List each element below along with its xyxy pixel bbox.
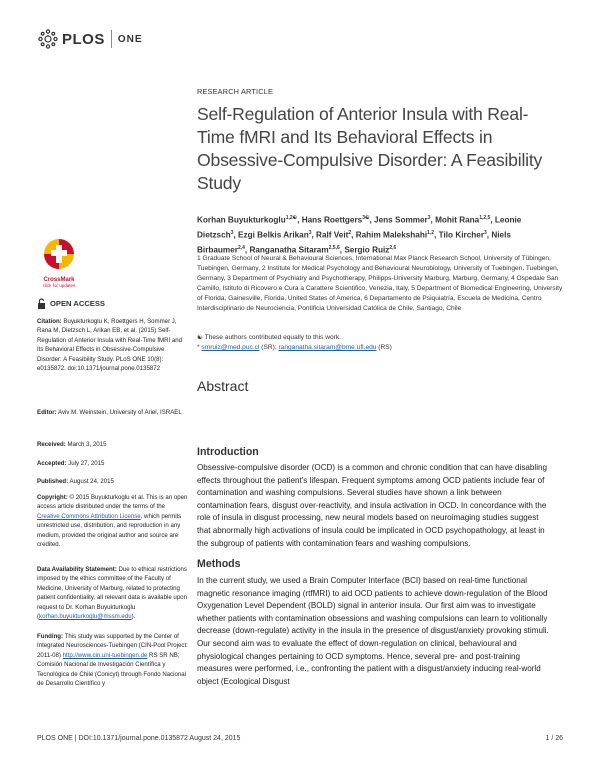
editor-text: Aviv M. Weinstein, University of Ariel, ISRAEL xyxy=(58,409,182,416)
data-availability-end: ). xyxy=(131,613,136,621)
author-name: Ranganatha Sitaram xyxy=(249,246,329,256)
citation-block xyxy=(37,317,189,373)
author-name: Jens Sommer xyxy=(374,215,428,225)
journal-name: ONE xyxy=(117,33,143,45)
funding-text: This study was supported by the Center of Integrated Neurosciences-Tuebingen (CIN-Pool Project: 2011-08) xyxy=(37,633,188,659)
plos-logo[interactable] xyxy=(37,26,143,52)
affiliations: 1 Graduate School of Neural & Behavioural Sciences, International Max Planck Research School, University of Tübingen, Tuebingen, Germany, 2 Institute for Medical Psychology and Behavioural Neurobiology, University of Tuebingen, Tuebingen, Germany, 3 Department of Psychiatry and Psychotherapy, Philipps-University Marburg, Marburg, Germany, 4 Ospedale San Camillo, Istituto di Ricovero e Cura a Carattere Scientifico, Venezia, Italy, 5 Department of Biomedical Engineering, University of Florida, Gainesville, Florida, United States of America, 6 Departamento de Psiquiatría, Escuela de Medicina, Centro Interdisciplinario de Neurociencia, Pontificia Universidad Católica de Chile, Santiago, Chile xyxy=(197,255,563,313)
author-notes xyxy=(197,333,557,353)
published-label: Published: xyxy=(37,478,69,485)
article-type: RESEARCH ARTICLE xyxy=(197,87,274,96)
author-name: Rahim Malekshahi xyxy=(355,230,428,240)
introduction-text: Obsessive-compulsive disorder (OCD) is a common and chronic condition that can have disabling effects throughout the patient's lifespan. Frequent symptoms among OCD patients include fear of contamination and washing compulsions. Several studies have shown a link between contamination fears, disgust over-reactivity, and insula activation in OCD. In concordance with the role of insula in disgust processing, new neural models based on neuroimaging studies suggest that abnormally high activations of insula could be implicated in OCD psychopathology, at least in the subgroup of patients with contamination fears and washing compulsions. xyxy=(197,463,547,548)
copyright-text: © 2015 Buyukturkoglu et al. This is an open access article distributed under the terms of the xyxy=(37,494,188,511)
email-label-1: (SR); xyxy=(261,344,277,352)
copyright-text-end: , which permits unrestricted use, distribution, and reproduction in any medium, provided the original author and source are credited. xyxy=(37,512,182,549)
funding-block xyxy=(37,632,189,688)
article-title: Self-Regulation of Anterior Insula with Real-Time fMRI and Its Behavioral Effects in Obsessive-Compulsive Disorder: A Feasibility Study xyxy=(197,104,543,193)
received-date: March 3, 2015 xyxy=(67,441,107,448)
copyright-label: Copyright: xyxy=(37,494,68,501)
page-number: 1 / 26 xyxy=(545,735,563,742)
funding-text-end: RS SR NB; Comisión Nacional de Investigación Científica y Tecnológica de Chile (Conicyt) through Fondo Nacional de Desarrollo Científico y xyxy=(37,651,187,688)
methods-text: In the current study, we used a Brain Computer Interface (BCI) based on real-time functional magnetic resonance imaging (rtfMRI) to aid OCD patients to achieve down-regulation of the Blood Oxygenation Level Dependent (BOLD) signal in anterior insula. Our first aim was to investigate whether patients with contamination obsessions and washing compulsions can learn to volitionally decrease (down-regulate) activity in the insula in the presence of disgust/anxiety provoking stimuli. Our second aim was to evaluate the effect of down-regulation on clinical, behavioural and physiological changes pertaining to OCD symptoms. Hence, several pre- and post-training measures were performed, i.e., confronting the patient with a disgust/anxiety inducing real-world object (Ecological Disgust xyxy=(197,576,549,686)
abstract-heading: Abstract xyxy=(197,378,249,394)
crossmark-badge[interactable] xyxy=(37,236,81,294)
crossmark-label: CrossMark xyxy=(43,277,75,283)
footer-citation: PLOS ONE | DOI:10.1371/journal.pone.0135872 August 24, 2015 xyxy=(37,735,241,742)
editor-block xyxy=(37,408,189,417)
author-list: Korhan Buyukturkoglu$^{1,2☯}$, Hans Roettgers$^{3☯}$, Jens Sommer$^3$, Mohit Rana$^{1,2,5}$, Leonie Dietzsch$^3$, Ezgi Belkis Arikan$^3$, Ralf Veit$^2$, Rahim Malekshahi$^{1,2}$, Tilo Kircher$^3$, Niels Birbaumer$^{2,4}$, Ranganatha Sitaram$^{2,5,6}$, Sergio Ruiz$^{2,6}$ xyxy=(197,215,522,256)
received-label: Received: xyxy=(37,441,66,448)
author-affiliation-marker: 1,2☯ xyxy=(285,215,298,221)
correspondence: * smruiz@med.puc.cl (SR); ranganatha.sitaram@bme.ufl.edu (RS) xyxy=(197,344,392,352)
open-access-label: OPEN ACCESS xyxy=(50,299,105,308)
author-name: Sergio Ruiz xyxy=(344,246,390,256)
author-affiliation-marker: 3 xyxy=(230,230,234,237)
author-affiliation-marker: 2,6 xyxy=(389,245,397,252)
open-access xyxy=(37,298,105,309)
copyright-block xyxy=(37,493,189,549)
data-email-link[interactable]: korhan.buyukturkoglu@mssm.edu xyxy=(39,613,132,621)
data-availability-text: Due to ethical restrictions imposed by the ethics committee of the Faculty of Medicine, University of Marburg, related to protecting patient confidentiality, all relevant data is available upon request to Dr. Korhan Buyukturkoglu ( xyxy=(37,566,187,621)
funding-label: Funding: xyxy=(37,633,64,640)
plos-sunburst-icon xyxy=(37,28,59,50)
published-date: August 24, 2015 xyxy=(69,478,114,485)
data-availability-label: Data Availability Statement: xyxy=(37,566,117,573)
accepted-date: July 27, 2015 xyxy=(68,460,105,467)
author-name: Ralf Veit xyxy=(316,230,349,240)
author-affiliation-marker: 1,2,5 xyxy=(479,215,491,221)
author-affiliation-marker: 3 xyxy=(484,230,487,237)
author-affiliation-marker: 3 xyxy=(308,230,312,237)
logo-text: PLOS xyxy=(62,30,105,48)
author-name: Niels Birbaumer xyxy=(197,230,511,256)
author-affiliation-marker: 2,5,6 xyxy=(328,245,340,252)
license-link[interactable]: Creative Commons Attribution License xyxy=(37,512,141,520)
funding-link[interactable]: http://www.cin.uni-tuebingen.de xyxy=(62,651,148,659)
data-availability-block xyxy=(37,565,189,621)
accepted-block xyxy=(37,459,189,468)
methods-heading: Methods xyxy=(197,558,241,570)
logo-divider xyxy=(111,30,112,48)
equal-contribution-note: ☯ These authors contributed equally to this work. xyxy=(197,334,341,341)
introduction-heading: Introduction xyxy=(197,446,259,458)
received-block xyxy=(37,440,189,449)
author-affiliation-marker: 3 xyxy=(427,215,431,221)
author-name: Korhan Buyukturkoglu xyxy=(197,215,286,225)
author-affiliation-marker: 2 xyxy=(348,230,352,237)
accepted-label: Accepted: xyxy=(37,460,67,467)
editor-label: Editor: xyxy=(37,409,57,416)
author-affiliation-marker: 3☯ xyxy=(362,215,370,221)
citation-label: Citation: xyxy=(37,318,62,325)
author-name: Ezgi Belkis Arikan xyxy=(238,230,309,240)
author-name: Leonie Dietzsch xyxy=(197,215,522,240)
author-name: Hans Roettgers xyxy=(301,215,363,225)
author-affiliation-marker: 2,4 xyxy=(237,245,245,252)
published-block xyxy=(37,477,189,486)
crossmark-sub: click for updates xyxy=(42,283,76,288)
email-link-2[interactable]: ranganatha.sitaram@bme.ufl.edu xyxy=(278,344,377,352)
email-label-2: (RS) xyxy=(378,344,392,352)
crossmark-icon xyxy=(37,236,81,272)
author-name: Mohit Rana xyxy=(435,215,480,225)
citation-text: Buyukturkoglu K, Roettgers H, Sommer J, Rana M, Dietzsch L, Arikan EB, et al. (2015) Self-Regulation of Anterior Insula with Real-Time fMRI and Its Behavioral Effects in Obsessive-Compulsive Disorder: A Feasibility Study. PLoS ONE 10(8): e0135872. doi:10.1371/journal.pone.0135872 xyxy=(37,318,183,373)
author-affiliation-marker: 1,2 xyxy=(427,230,435,237)
email-link-1[interactable]: smruiz@med.puc.cl xyxy=(201,344,260,352)
open-lock-icon xyxy=(37,298,46,309)
author-name: Tilo Kircher xyxy=(438,230,485,240)
